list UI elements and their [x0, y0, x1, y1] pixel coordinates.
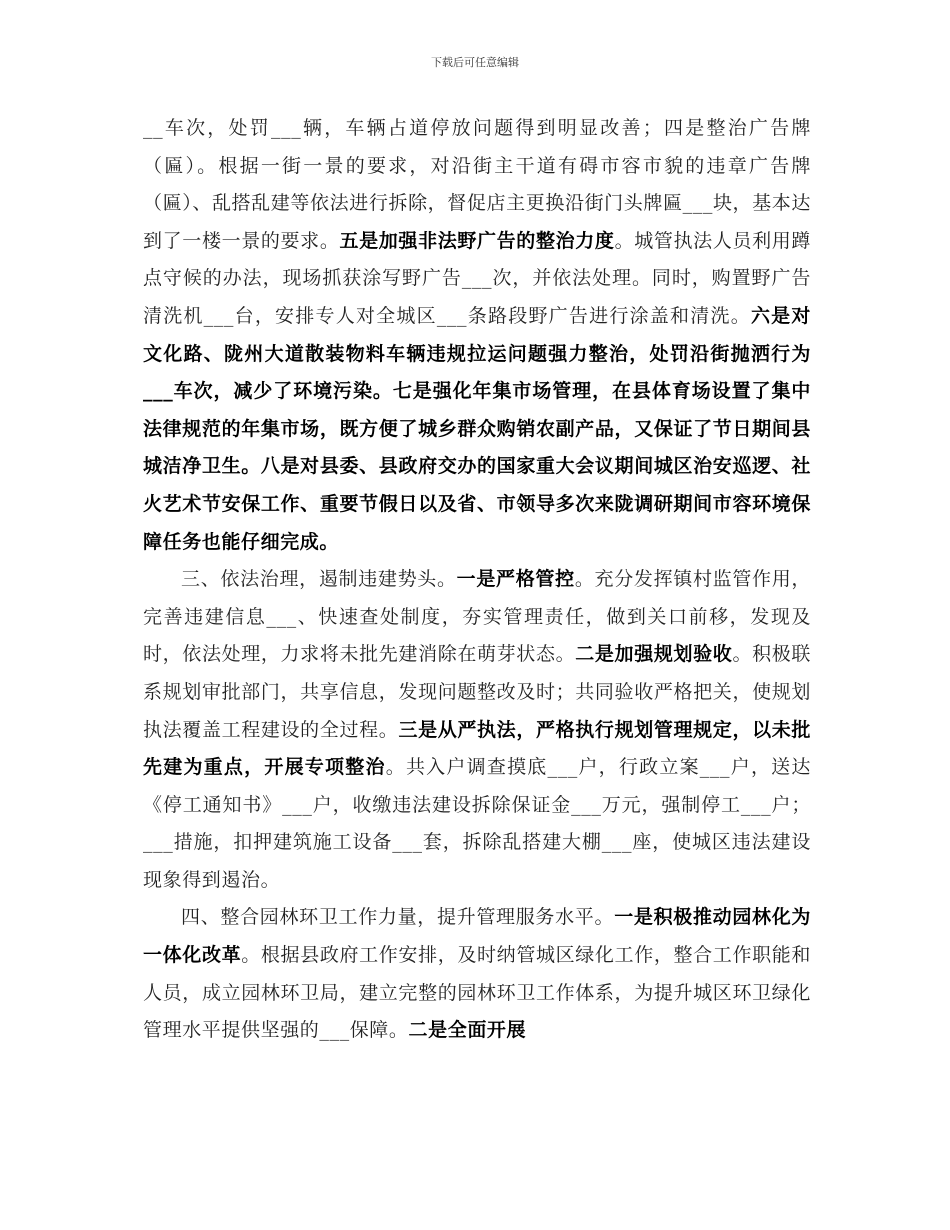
text-run: 。充分发挥镇村监管作用，完善违建信息___、快速查处制度，夯实管理责任，做到关口前移，发现及时，依法处理，力求将未批先建消除在萌芽状态。	[143, 568, 812, 666]
document-body	[143, 110, 811, 1050]
paragraph-2	[143, 561, 811, 899]
text-run: 。共入户调查摸底___户，行政立案___户，送达《停工通知书》___户，收缴违法建设拆除保证金___万元，强制停工___户；___措施，扣押建筑施工设备___套，拆除乱搭建大棚___座，使城区违法建设现象得到遏治。	[143, 756, 812, 891]
bold-text-run: 一是严格管控	[456, 568, 575, 591]
bold-text-run: 三是从严执法，严格执行规划管理规定，以未批先建为重点，开展专项整治	[143, 718, 811, 779]
bold-text-run: 五是加强非法野广告的整治力度	[339, 229, 615, 252]
paragraph-1	[143, 110, 811, 561]
bold-text-run: 六是对文化路、陇州大道散装物料车辆违规拉运问题强力整治，处罚沿街抛洒行为___车次，减少了环境污染。七是强化年集市场管理，在县体育场设置了集中法律规范的年集市场，既方便了城乡群众购销农副产品，又保证了节日期间县城洁净卫生。八是对县委、县政府交办的国家重大会议期间城区治安巡逻、社火艺术节安保工作、重要节假日以及省、市领导多次来陇调研期间市容环境保障任务也能仔细完成。	[143, 304, 811, 553]
bold-text-run: 一是积极推动园林化为一体化改革	[143, 906, 811, 967]
page-header-note: 下载后可任意编辑	[431, 56, 519, 69]
text-run: 。积极联系规划审批部门，共享信息，发现问题整改及时；共同验收严格把关，使规划执法覆盖工程建设的全过程。	[143, 643, 811, 741]
section-heading-text: 三、依法治理，遏制违建势头。	[181, 568, 457, 591]
text-run: 。根据县政府工作安排，及时纳管城区绿化工作，整合工作职能和人员，成立园林环卫局，建立完整的园林环卫工作体系，为提升城区环卫绿化管理水平提供坚强的___保障。	[143, 944, 811, 1042]
text-run: __车次，处罚___辆，车辆占道停放问题得到明显改善；四是整治广告牌（匾）。根据一街一景的要求，对沿街主干道有碍市容市貌的违章广告牌（匾）、乱搭乱建等依法进行拆除，督促店主更换沿街门头牌匾___块，基本达到了一楼一景的要求。	[143, 117, 811, 252]
text-run: 。城管执法人员利用蹲点守候的办法，现场抓获涂写野广告___次，并依法处理。同时，购置野广告清洗机___台，安排专人对全城区___条路段野广告进行涂盖和清洗。	[143, 229, 811, 327]
section-heading-text: 四、整合园林环卫工作力量，提升管理服务水平。	[181, 906, 615, 929]
bold-text-run: 二是加强规划验收	[575, 643, 733, 666]
bold-text-run: 二是全面开展	[408, 1019, 527, 1042]
paragraph-3	[143, 899, 811, 1049]
